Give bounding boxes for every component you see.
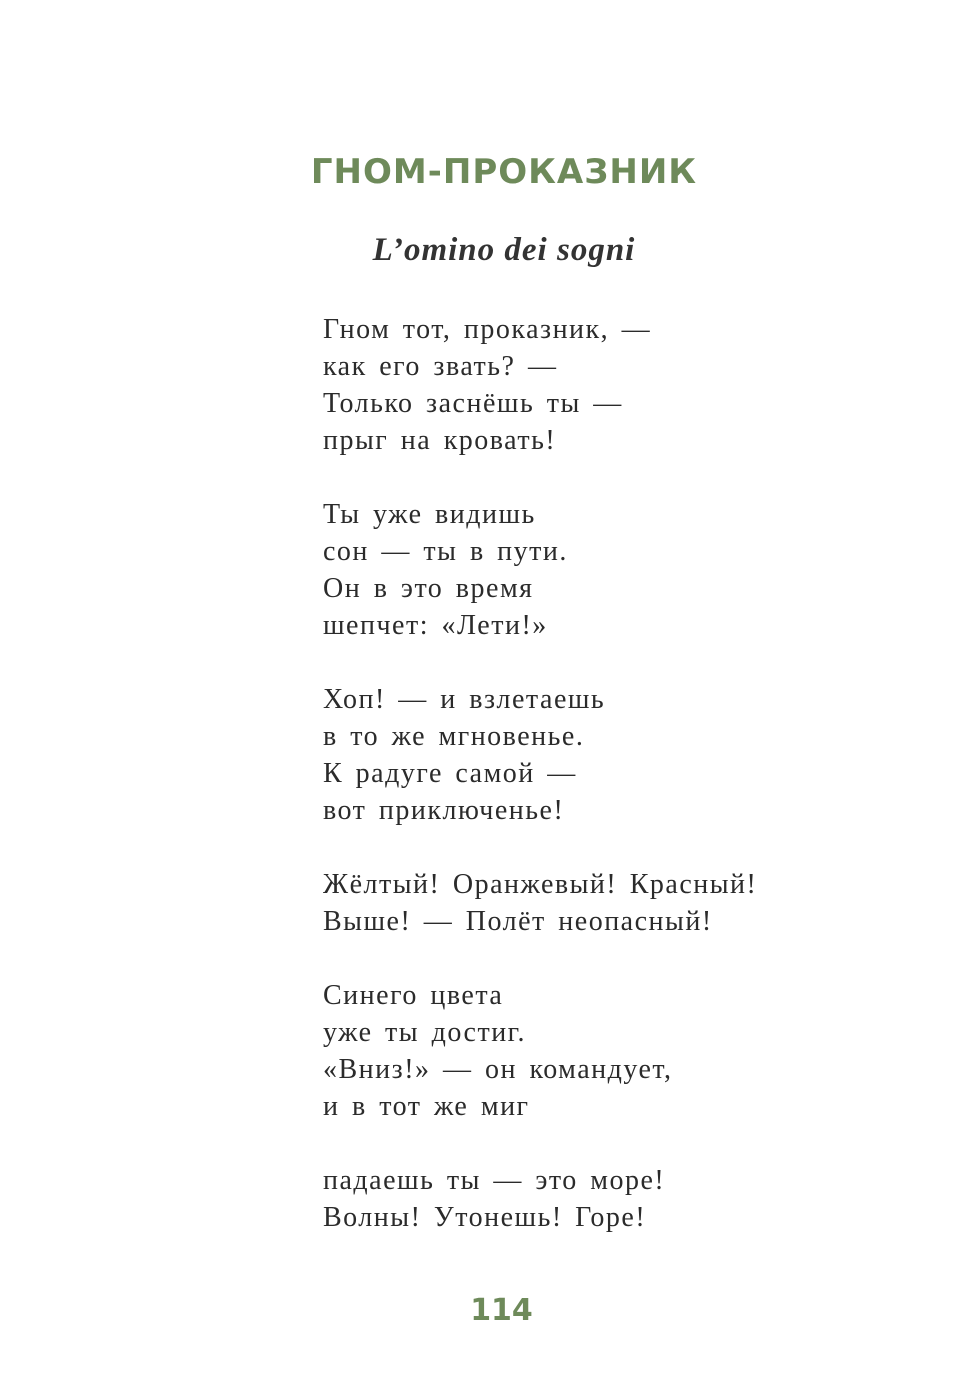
poem-subtitle: L’omino dei sogni	[372, 232, 636, 268]
poem-line: К радуге самой —	[323, 758, 577, 789]
poem-line: Жёлтый! Оранжевый! Красный!	[323, 869, 758, 900]
poem-line: Ты уже видишь	[323, 499, 536, 530]
poem-line: «Вниз!» — он командует,	[323, 1054, 673, 1085]
poem-line: шепчет: «Лети!»	[323, 610, 548, 641]
poem-line: Только заснёшь ты —	[323, 388, 623, 419]
poem-body	[323, 311, 883, 1273]
poem-line: Волны! Утонешь! Горе!	[323, 1202, 647, 1233]
page-number: 114	[470, 1293, 533, 1328]
poem-line: Хоп! — и взлетаешь	[323, 684, 606, 715]
poem-line: сон — ты в пути.	[323, 536, 568, 567]
poem-line: падаешь ты — это море!	[323, 1165, 666, 1196]
poem-line: вот приключенье!	[323, 795, 565, 826]
poem-line: Гном тот, проказник, —	[323, 314, 652, 345]
poem-line: Он в это время	[323, 573, 534, 604]
stanza	[323, 866, 883, 940]
stanza	[323, 311, 883, 459]
poem-title: ГНОМ-ПРОКАЗНИК	[310, 152, 698, 192]
stanza	[323, 1162, 883, 1236]
stanza	[323, 681, 883, 829]
poem-line: в то же мгновенье.	[323, 721, 585, 752]
poem-line: Синего цвета	[323, 980, 504, 1011]
poem-line: уже ты достиг.	[323, 1017, 527, 1048]
poem-line: Выше! — Полёт неопасный!	[323, 906, 713, 937]
poem-line: прыг на кровать!	[323, 425, 557, 456]
stanza	[323, 496, 883, 644]
poem-line: как его звать? —	[323, 351, 558, 382]
stanza	[323, 977, 883, 1125]
poem-line: и в тот же миг	[323, 1091, 530, 1122]
